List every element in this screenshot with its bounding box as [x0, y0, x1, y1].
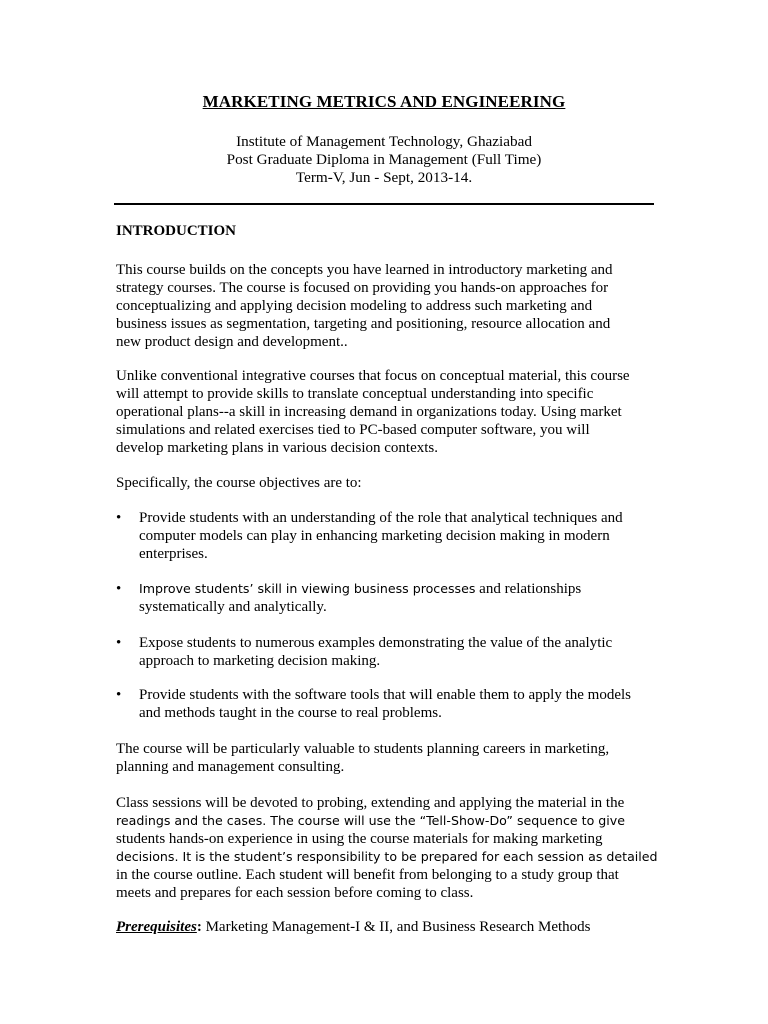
text-line: will attempt to provide skills to translate conceptual understanding into specific	[116, 386, 594, 402]
text-run: Improve students’ skill in viewing business processes	[139, 581, 476, 596]
introduction-heading: INTRODUCTION	[116, 223, 237, 239]
bullet-marker: •	[116, 581, 122, 597]
text-line: This course builds on the concepts you have learned in introductory marketing and	[116, 262, 613, 278]
program-name: Post Graduate Diploma in Management (Full Time)	[226, 151, 542, 168]
prerequisites-colon: :	[196, 919, 202, 935]
text-run: and relationships	[475, 581, 582, 597]
text-line: and methods taught in the course to real problems.	[139, 705, 442, 721]
term-dates: Term-V, Jun - Sept, 2013-14.	[295, 169, 473, 186]
text-line: develop marketing plans in various decision contexts.	[116, 440, 439, 456]
prerequisites-line	[116, 918, 591, 936]
intro-paragraph-2	[116, 367, 656, 457]
prerequisites-text: Marketing Management-I & II, and Business Research Methods	[201, 919, 591, 935]
career-paragraph	[116, 740, 656, 776]
text-line: new product design and development..	[116, 334, 348, 350]
bullet-marker: •	[116, 687, 122, 703]
intro-paragraph-1	[116, 261, 656, 351]
text-line: Class sessions will be devoted to probing, extending and applying the material in the	[116, 795, 625, 811]
header-divider	[114, 203, 654, 205]
class-sessions-paragraph	[116, 794, 656, 902]
text-line: readings and the cases. The course will use the “Tell-Show-Do” sequence to give	[116, 813, 625, 828]
bullet-marker: •	[116, 635, 122, 651]
prerequisites-label: Prerequisites	[116, 919, 197, 935]
text-line: meets and prepares for each session before coming to class.	[116, 885, 474, 901]
objectives-intro: Specifically, the course objectives are to:	[116, 475, 362, 491]
text-line: Provide students with the software tools that will enable them to apply the models	[139, 687, 631, 703]
institute-name: Institute of Management Technology, Ghaziabad	[236, 133, 532, 150]
text-line: students hands-on experience in using the course materials for making marketing	[116, 831, 603, 847]
text-line: business issues as segmentation, targeting and positioning, resource allocation and	[116, 316, 611, 332]
text-line: operational plans--a skill in increasing demand in organizations today. Using market	[116, 404, 622, 420]
text-line: Unlike conventional integrative courses that focus on conceptual material, this course	[116, 368, 630, 384]
text-line: conceptualizing and applying decision modeling to address such marketing and	[116, 298, 593, 314]
text-line: in the course outline. Each student will benefit from belonging to a study group that	[116, 867, 619, 883]
objective-item	[139, 686, 659, 722]
text-line: approach to marketing decision making.	[139, 653, 381, 669]
text-line: Expose students to numerous examples demonstrating the value of the analytic	[139, 635, 613, 651]
text-line: decisions. It is the student’s responsibility to be prepared for each session as detailed	[116, 849, 658, 864]
document-title: MARKETING METRICS AND ENGINEERING	[202, 92, 566, 111]
text-line: enterprises.	[139, 546, 208, 562]
text-line: strategy courses. The course is focused on providing you hands-on approaches for	[116, 280, 609, 296]
text-line: computer models can play in enhancing marketing decision making in modern	[139, 528, 610, 544]
text-line	[139, 580, 659, 598]
objective-item	[139, 580, 659, 616]
text-line: Provide students with an understanding of the role that analytical techniques and	[139, 510, 623, 526]
text-line: systematically and analytically.	[139, 599, 327, 615]
objective-item	[139, 634, 659, 670]
text-line: simulations and related exercises tied to PC-based computer software, you will	[116, 422, 590, 438]
objective-item	[139, 509, 659, 563]
text-line: The course will be particularly valuable to students planning careers in marketing,	[116, 741, 610, 757]
text-line: planning and management consulting.	[116, 759, 345, 775]
bullet-marker: •	[116, 510, 122, 526]
